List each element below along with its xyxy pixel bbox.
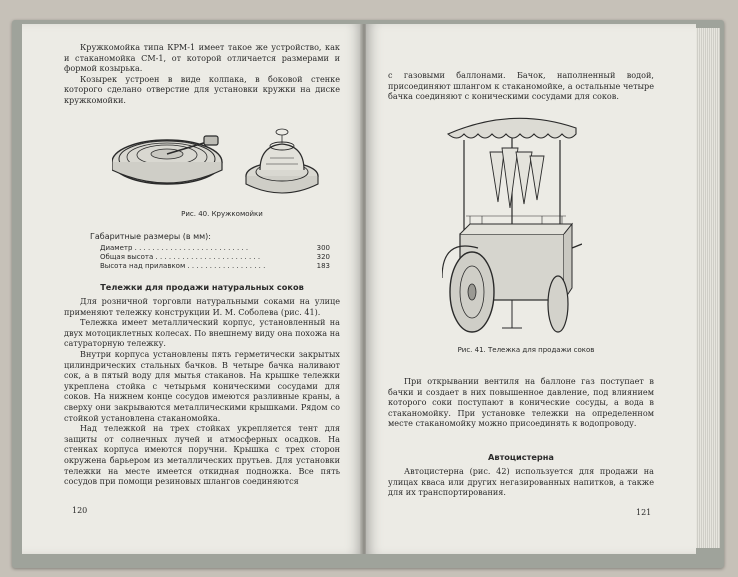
page-edges — [696, 28, 720, 548]
dimension-row — [90, 262, 330, 271]
continuation-paragraph: с газовыми баллонами. Бачок, наполненный водой, присоединяют шлангом к стаканомойке, а остальные четыре бачка соединяют с коническими сосудами для соков. — [388, 70, 654, 102]
right-bottom-text — [388, 466, 654, 498]
page-number-right: 121 — [636, 508, 652, 517]
section-heading-juice-carts: Тележки для продажи натуральных соков — [100, 282, 304, 292]
intro-paragraph-2: Козырек устроен в виде колпака, в боковой стенке которого сделано отверстие для установки кружки на диске кружкомойки. — [64, 73, 340, 105]
middle-paragraph: При открывании вентиля на баллоне газ поступает в бачки и создает в них повышенное давление, под влиянием которого соки поступают в конические сосуды, а вода в стаканомойку. При установке тележки на определенном месте стаканомойку можно присоединять к водопроводу. — [388, 376, 654, 429]
intro-paragraph-1: Кружкомойка типа КРМ-1 имеет такое же устройство, как и стаканомойка СМ-1, от которой отличается размерами и формой козырька. — [64, 42, 340, 74]
dimension-value: 183 — [316, 262, 330, 270]
left-page — [22, 24, 362, 554]
body-paragraph-1: Для розничной торговли натуральными соками на улице применяют тележку конструкции И. М. Соболева (рис. 41). — [64, 296, 340, 317]
dimension-label: Общая высота . . . . . . . . . . . . . . . . . . . . . . . . — [100, 253, 261, 261]
page-number-left: 120 — [72, 506, 88, 515]
right-top-text — [388, 70, 654, 102]
bottom-paragraph: Автоцистерна (рис. 42) используется для продажи на улицах кваса или других негазированных напитков, а также для их транспортирования. — [388, 466, 654, 498]
figure-40-caption: Рис. 40. Кружкомойки — [181, 210, 263, 218]
dimension-value: 300 — [316, 244, 330, 252]
section-heading-tanker: Автоцистерна — [488, 452, 554, 462]
right-page — [366, 24, 696, 554]
dimension-row — [90, 244, 330, 253]
dimension-row — [90, 253, 330, 262]
figure-41-caption: Рис. 41. Тележка для продажи соков — [457, 346, 595, 354]
body-paragraph-3: Внутри корпуса установлены пять герметически закрытых цилиндрических стальных бачков. В четыре бачка наливают сок, а в пятый воду для мытья стаканов. На крышке тележки укреплена стойка с четырьмя коническими сосудами для соков. На нижнем конце сосудов имеются разливные краны, а сверху они закрываются металлическими крышками. Рядом со стойкой установлена стаканомойка. — [64, 348, 340, 423]
left-body-text — [64, 296, 340, 487]
juice-cart-illustration — [442, 108, 582, 342]
right-middle-text — [388, 376, 654, 429]
dimensions-block — [90, 232, 330, 271]
dimension-label: Высота над прилавком . . . . . . . . . . . . . . . . . . — [100, 262, 266, 270]
body-paragraph-4: Над тележкой на трех стойках укрепляется тент для защиты от солнечных лучей и атмосферных осадков. На стенках корпуса имеются поручни. Крышка с трех сторон окружена барьером из металлических прутьев. Для установки тележки на месте имеется откидная подножка. Все пять сосудов при помощи резиновых шлангов соединяются — [64, 423, 340, 487]
dimensions-title: Габаритные размеры (в мм): — [90, 232, 211, 241]
body-paragraph-2: Тележка имеет металлический корпус, установленный на двух мотоциклетных колесах. По внешнему виду она похожа на сатураторную тележку. — [64, 317, 340, 349]
dimension-label: Диаметр . . . . . . . . . . . . . . . . . . . . . . . . . . — [100, 244, 249, 252]
dimension-value: 320 — [316, 253, 330, 261]
left-intro-text — [64, 42, 340, 106]
cup-washer-illustration — [112, 124, 322, 206]
